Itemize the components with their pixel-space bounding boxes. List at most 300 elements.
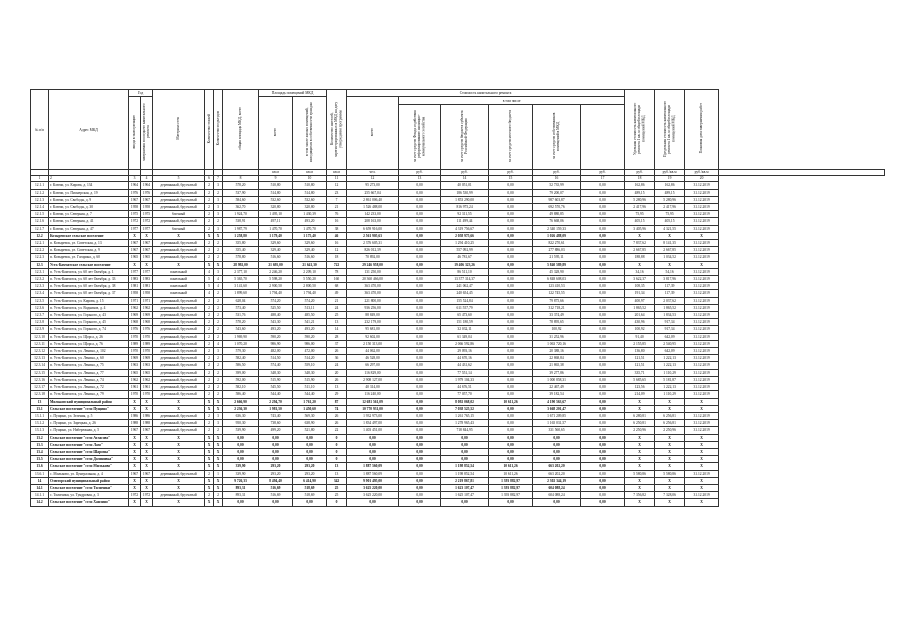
- group-row-cell: 1 175,40: [293, 232, 327, 239]
- table-row-cell: 26: [327, 348, 347, 355]
- table-row-cell: 92 311,55: [441, 211, 489, 218]
- units-row-cell: руб./кв.м: [685, 170, 719, 176]
- table-row-cell: 4 319 756,67: [441, 225, 489, 232]
- table-row-cell: 1 063 720,16: [533, 340, 581, 347]
- table-row-cell: 12.2.3: [31, 254, 49, 261]
- group-row-cell: 5 840 589,89: [533, 261, 581, 268]
- table-row-cell: деревянный, брусчатый: [153, 326, 205, 333]
- table-row-cell: 1 000 858,31: [533, 376, 581, 383]
- table-row-cell: 20 360 466,00: [347, 276, 399, 283]
- table-row-cell: 6 256,81: [655, 412, 685, 419]
- group-row-cell: 2 666,90: [223, 398, 259, 405]
- group-row-cell: X: [655, 434, 685, 441]
- table-row-cell: 1958: [129, 204, 141, 211]
- table-row-cell: 1969: [141, 312, 153, 319]
- table-row-cell: 2: [205, 254, 214, 261]
- table-row-cell: 0,00: [581, 391, 625, 398]
- table-row-cell: 37: [327, 340, 347, 347]
- group-row-cell: X: [141, 499, 153, 506]
- table-row-cell: 2: [205, 427, 214, 434]
- table-row-cell: 240 654,45: [441, 290, 489, 297]
- group-row-cell: 46: [327, 232, 347, 239]
- table-row-cell: 1 222,13: [655, 362, 685, 369]
- table-row-cell: 2: [214, 391, 223, 398]
- table-row-cell: 2: [205, 412, 214, 419]
- table-row-cell: 79 875,66: [533, 297, 581, 304]
- table-row-cell: 123 410,53: [533, 283, 581, 290]
- group-row-cell: X: [214, 456, 223, 463]
- table-row-cell: 2: [214, 304, 223, 311]
- table-row-cell: 816 975,24: [441, 204, 489, 211]
- table-row-cell: 0,00: [489, 304, 533, 311]
- table-row-cell: 636,30: [223, 412, 259, 419]
- table-row-cell: 405,15: [625, 218, 655, 225]
- table-row-cell: 7 356,82: [625, 492, 655, 499]
- table-row: [31, 304, 885, 311]
- table-row-cell: п. Усть-Камчатск, ул. Ленина, д. 72: [49, 384, 129, 391]
- header-address: Адрес МКД: [49, 90, 129, 170]
- table-row-cell: 1 403 451,00: [347, 427, 399, 434]
- table-row-cell: 1977: [141, 225, 153, 232]
- table-row-cell: 320,80: [259, 204, 293, 211]
- table-row-cell: 12.3.15: [31, 369, 49, 376]
- table-row-cell: 31.12.2019: [685, 297, 719, 304]
- table-row-cell: 0,00: [399, 340, 441, 347]
- group-row-cell: 8 494,40: [259, 477, 293, 484]
- table-row: [31, 182, 885, 189]
- table-row-cell: 2: [214, 384, 223, 391]
- group-row-cell: 0,00: [399, 484, 441, 491]
- table-row-cell: 0,00: [489, 391, 533, 398]
- table-row-cell: 0,00: [581, 240, 625, 247]
- table-row-cell: 1958: [129, 290, 141, 297]
- table-row-cell: 0,00: [581, 427, 625, 434]
- column-number-row-cell: 9: [259, 176, 293, 182]
- table-row-cell: 0,00: [489, 362, 533, 369]
- table-row-cell: 0,00: [399, 470, 441, 477]
- table-row-cell: 2 900,50: [259, 283, 293, 290]
- group-row-cell: 10 770 931,00: [347, 405, 399, 412]
- table-row-cell: 0,00: [399, 420, 441, 427]
- table-row-cell: 320,80: [293, 204, 327, 211]
- table-row-cell: 78: [327, 268, 347, 275]
- table-row-cell: 12.3.13: [31, 355, 49, 362]
- table-row-cell: 2: [214, 326, 223, 333]
- group-row-cell: 0,00: [347, 434, 399, 441]
- table-row-cell: 2: [205, 470, 214, 477]
- table-row-cell: 0,00: [399, 369, 441, 376]
- table-row-cell: 13: [327, 384, 347, 391]
- table-row-cell: 0,00: [399, 247, 441, 254]
- table-row-cell: п. Усть-Камчатск, ул. 60 лет Октября, д. 1: [49, 268, 129, 275]
- table-row-cell: 1961: [141, 384, 153, 391]
- group-row-cell: 4 190 563,67: [533, 398, 581, 405]
- group-row-cell: 1 450,60: [293, 405, 327, 412]
- table-row-cell: 13: [327, 319, 347, 326]
- table-row-cell: 13.1.3: [31, 427, 49, 434]
- group-row-cell: X: [685, 261, 719, 268]
- table-row-cell: 13.1.1: [31, 412, 49, 419]
- table-row-cell: 10 611,26: [489, 470, 533, 477]
- table-row: [31, 297, 885, 304]
- table-row-cell: 1972: [141, 492, 153, 499]
- group-row-cell: X: [214, 463, 223, 470]
- table-row-cell: 516,60: [259, 254, 293, 261]
- table-row-cell: 22 467,49: [533, 384, 581, 391]
- table-row-cell: 1962: [141, 376, 153, 383]
- group-row-cell: 0,00: [533, 448, 581, 455]
- table-row-cell: 2: [205, 355, 214, 362]
- header-residents: Количество жителей, зарегистрированных в МКД на дату утверждения программы: [327, 90, 347, 170]
- table-row-cell: 31.12.2019: [685, 182, 719, 189]
- table-row-cell: 1958: [141, 290, 153, 297]
- group-row-cell: X: [214, 398, 223, 405]
- table-row-cell: 29: [327, 391, 347, 398]
- table-row-cell: 1 430,39: [293, 211, 327, 218]
- table-row-cell: панельный: [153, 268, 205, 275]
- table-row-cell: 0,00: [581, 312, 625, 319]
- table-row-cell: 3 817,96: [655, 276, 685, 283]
- table-row: [31, 196, 885, 203]
- table-row-cell: 0,00: [581, 211, 625, 218]
- table-row-cell: 0,00: [581, 297, 625, 304]
- table-row-cell: 13.1.2: [31, 420, 49, 427]
- group-row-cell: X: [625, 448, 655, 455]
- group-row-cell: 2 236,30: [223, 405, 259, 412]
- header-area-total: всего: [259, 97, 293, 170]
- table-row-cell: 49: [327, 290, 347, 297]
- table-row-cell: 537,90: [223, 189, 259, 196]
- group-row-cell: X: [205, 456, 214, 463]
- group-row-cell: X: [214, 232, 223, 239]
- table-row-cell: 0,00: [581, 247, 625, 254]
- group-row-cell: X: [685, 398, 719, 405]
- table-row-cell: 1967: [141, 427, 153, 434]
- table-row-cell: 0,00: [489, 276, 533, 283]
- table-row-cell: 2: [214, 240, 223, 247]
- table-row-cell: 0,00: [399, 254, 441, 261]
- group-row-cell: X: [153, 441, 205, 448]
- table-row-cell: 0,00: [489, 218, 533, 225]
- group-row-cell: 0,00: [399, 441, 441, 448]
- table-row-cell: 0,00: [489, 268, 533, 275]
- table-row-cell: 0,00: [581, 420, 625, 427]
- table-row-cell: 45 328,90: [533, 268, 581, 275]
- group-row-cell: 0,00: [347, 456, 399, 463]
- table-row-cell: 513,11: [293, 304, 327, 311]
- column-number-row-cell: 17: [581, 176, 625, 182]
- table-row-cell: 538,91: [223, 218, 259, 225]
- table-row-cell: 586,40: [223, 391, 259, 398]
- table-row-cell: деревянный, брусчатый: [153, 362, 205, 369]
- table-row-cell: 18: [327, 254, 347, 261]
- column-number-row-cell: 1: [31, 176, 49, 182]
- group-row-cell: X: [153, 456, 205, 463]
- table-row-cell: 493,20: [293, 218, 327, 225]
- table-row-cell: 0,00: [581, 348, 625, 355]
- table-row-cell: 0,00: [489, 326, 533, 333]
- table-row: [31, 355, 885, 362]
- table-row-cell: 0,00: [399, 362, 441, 369]
- header-c-blank: [581, 105, 625, 170]
- table-row-cell: 22: [327, 427, 347, 434]
- group-row-cell: X: [685, 232, 719, 239]
- table-row-cell: 1963: [129, 362, 141, 369]
- table-row-cell: 590,20: [293, 333, 327, 340]
- table-row-cell: 7: [327, 196, 347, 203]
- table-row-cell: 489,15: [625, 189, 655, 196]
- table-row-cell: 31.12.2019: [685, 283, 719, 290]
- table-row-cell: 40 314,00: [347, 384, 399, 391]
- table-row-cell: 31.12.2019: [685, 427, 719, 434]
- table-row-cell: 77 551,14: [441, 369, 489, 376]
- table-row-cell: 2: [214, 376, 223, 383]
- table-row-cell: 31.12.2019: [685, 254, 719, 261]
- table-row-cell: 2 150 313,00: [347, 340, 399, 347]
- table-row-cell: 46 781,67: [441, 254, 489, 261]
- group-row-cell: 8 092 068,02: [441, 398, 489, 405]
- header-cost: Стоимость капитального ремонта: [347, 90, 625, 97]
- group-row-cell: X: [655, 261, 685, 268]
- table-row-cell: 3 141,60: [223, 283, 259, 290]
- table-row-cell: 2: [214, 369, 223, 376]
- table-row-cell: 208 163,00: [347, 218, 399, 225]
- table-row-cell: 2: [205, 189, 214, 196]
- table-row-cell: 0,00: [399, 348, 441, 355]
- table-row-cell: п. Козыревск, ул. Советская, д. 13: [49, 240, 129, 247]
- table-row-cell: 100,92: [533, 326, 581, 333]
- table-row-cell: 111 499,44: [441, 218, 489, 225]
- units-row-cell: руб.: [399, 170, 441, 176]
- table-row-cell: 3: [214, 420, 223, 427]
- table-row-cell: панельный: [153, 276, 205, 283]
- group-row-cell: 0,00: [223, 499, 259, 506]
- table-row: [31, 376, 885, 383]
- group-row-cell: X: [685, 484, 719, 491]
- table-row-cell: 0,00: [399, 240, 441, 247]
- table-row-cell: 2: [214, 290, 223, 297]
- table-row-cell: 0,00: [489, 204, 533, 211]
- table-row-cell: 0,00: [489, 254, 533, 261]
- table-row-cell: 61 349,04: [441, 333, 489, 340]
- table-row-cell: п. Козыревск, ул. Гагарина, д. 60: [49, 254, 129, 261]
- column-number-row-cell: 20: [685, 176, 719, 182]
- table-row-cell: 0,00: [489, 319, 533, 326]
- group-row-cell: Сельское поселение "село Долиновка": [49, 456, 129, 463]
- group-row-cell: X: [129, 484, 141, 491]
- table-row-cell: п. Усть-Камчатск, ул. Ленина, д. 79: [49, 391, 129, 398]
- group-row-cell: X: [205, 477, 214, 484]
- header-c-subject: за счет средств бюджета субъекта Российской Федерации: [441, 105, 489, 170]
- units-row-cell: [719, 170, 885, 176]
- group-row-cell: X: [153, 499, 205, 506]
- table-row-cell: 405,15: [655, 218, 685, 225]
- table-row-cell: 5 685,65: [625, 376, 655, 383]
- table-row-cell: 31.12.2019: [685, 196, 719, 203]
- table-row-cell: 1976: [141, 326, 153, 333]
- table-row-cell: 514,80: [259, 189, 293, 196]
- group-row-cell: X: [153, 405, 205, 412]
- table-row-cell: 3 405,96: [625, 225, 655, 232]
- table-row-cell: 31.12.2019: [685, 333, 719, 340]
- table-row-cell: 1 887 560,09: [347, 470, 399, 477]
- group-row-cell: X: [205, 434, 214, 441]
- table-row-cell: 12.3.14: [31, 362, 49, 369]
- group-row-cell: 29 246 958,00: [347, 261, 399, 268]
- group-row-cell: X: [205, 448, 214, 455]
- table-row-cell: 79 200,07: [533, 189, 581, 196]
- table-row-cell: 0,00: [489, 376, 533, 383]
- table-row-cell: 8 141,35: [655, 240, 685, 247]
- table-row-cell: 1967: [129, 196, 141, 203]
- table-row: [31, 470, 885, 477]
- table-row-cell: 0,00: [399, 384, 441, 391]
- table-row-cell: 331 560,65: [533, 427, 581, 434]
- table-row-cell: 0,00: [399, 312, 441, 319]
- table-row-cell: 88 849,00: [347, 312, 399, 319]
- group-row-cell: X: [625, 434, 655, 441]
- table-row-cell: 511,10: [293, 384, 327, 391]
- group-row-cell: X: [685, 441, 719, 448]
- table-row-cell: 5 181,87: [655, 376, 685, 383]
- table-row-cell: 743,40: [259, 412, 293, 419]
- table-row-cell: 4: [205, 268, 214, 275]
- table-row-cell: 362,70: [223, 204, 259, 211]
- group-row-cell: X: [205, 261, 214, 268]
- table-row-cell: 155 524,84: [441, 297, 489, 304]
- column-number-row-cell: 4: [141, 176, 153, 182]
- header-year-reconstr: завершения последнего капитального ремонта: [141, 97, 153, 170]
- table-row: [31, 420, 885, 427]
- table-row-cell: 0,00: [489, 427, 533, 434]
- table-row-cell: 7 837,62: [625, 240, 655, 247]
- table-row-cell: 4: [214, 340, 223, 347]
- table-row-cell: 1967: [141, 247, 153, 254]
- table-row-cell: 363 470,00: [347, 290, 399, 297]
- table-row-cell: 557 092,99: [441, 247, 489, 254]
- table-row-cell: 1988: [129, 420, 141, 427]
- table-row-cell: 543,60: [223, 326, 259, 333]
- table-row-cell: деревянный, брусчатый: [153, 333, 205, 340]
- group-row-cell: 13.6: [31, 463, 49, 470]
- group-row-cell: 0,00: [581, 499, 625, 506]
- table-row-cell: 21: [327, 297, 347, 304]
- table-row-cell: 2 209,10: [293, 268, 327, 275]
- table-row-cell: 1 470,70: [293, 225, 327, 232]
- table-row-cell: 12.3.11: [31, 340, 49, 347]
- group-row: [31, 484, 885, 491]
- table-row-cell: 12.3.12: [31, 348, 49, 355]
- table-row: [31, 240, 885, 247]
- group-row-cell: X: [625, 232, 655, 239]
- group-row-cell: 1 623 107,47: [441, 484, 489, 491]
- group-row-cell: 0,00: [223, 434, 259, 441]
- table-row: [31, 204, 885, 211]
- group-row-cell: 0: [327, 448, 347, 455]
- table-row-cell: 12.2.2: [31, 247, 49, 254]
- table-row-cell: 121,51: [625, 355, 655, 362]
- table-row-cell: 590,20: [259, 333, 293, 340]
- table-row: [31, 340, 885, 347]
- group-row: [31, 448, 885, 455]
- table-row-cell: 0,00: [581, 276, 625, 283]
- table-row-cell: 1976: [141, 189, 153, 196]
- table-row-cell: 39 277,86: [533, 369, 581, 376]
- table-row-cell: 1986: [141, 412, 153, 419]
- table-row-cell: 0,00: [489, 290, 533, 297]
- table-row-cell: 31.12.2019: [685, 290, 719, 297]
- table-row-cell: деревянный, брусчатый: [153, 182, 205, 189]
- table-row-cell: с. Тиличики, ул. Тундровая, д. 3: [49, 492, 129, 499]
- table-row-cell: 1965: [141, 254, 153, 261]
- table-row-cell: 638,90: [293, 420, 327, 427]
- group-row-cell: 3 668 201,47: [533, 405, 581, 412]
- table-row-cell: 3: [214, 196, 223, 203]
- header-cost-total: всего: [347, 97, 399, 170]
- table-row-cell: 2: [205, 204, 214, 211]
- table-row-cell: 20: [327, 369, 347, 376]
- table-row-cell: 2: [205, 312, 214, 319]
- group-row-cell: X: [685, 499, 719, 506]
- group-row-cell: 0,00: [441, 434, 489, 441]
- group-row-cell: 21 641,30: [293, 261, 327, 268]
- table-row-cell: 1977: [129, 268, 141, 275]
- table-row-cell: 293,20: [293, 470, 327, 477]
- table-row-cell: 75,95: [655, 211, 685, 218]
- table-row-cell: 6 659 916,00: [347, 225, 399, 232]
- table-row-cell: деревянный, брусчатый: [153, 312, 205, 319]
- group-row-cell: X: [655, 456, 685, 463]
- table-row-cell: 1977: [129, 225, 141, 232]
- group-row-cell: 12.3: [31, 261, 49, 268]
- table-row-cell: г. Ключи, ул. Свободы, д. 9: [49, 196, 129, 203]
- table-row-cell: 2 250,96: [655, 427, 685, 434]
- table-row-cell: 1971: [141, 297, 153, 304]
- table-row-cell: 24: [327, 362, 347, 369]
- table-row-cell: 2: [214, 355, 223, 362]
- table-row-cell: 2 667,85: [655, 247, 685, 254]
- table-row-cell: 0,00: [489, 348, 533, 355]
- group-row-cell: 1 198 852,54: [441, 463, 489, 470]
- table-row-cell: 0,00: [581, 218, 625, 225]
- group-row-cell: X: [655, 477, 685, 484]
- table-row-cell: 1970: [141, 348, 153, 355]
- table-row: [31, 369, 885, 376]
- table-row-cell: 335,71: [625, 369, 655, 376]
- table-row-cell: 2: [205, 319, 214, 326]
- table-row-cell: 0,00: [489, 420, 533, 427]
- group-row-cell: X: [625, 477, 655, 484]
- group-row-cell: 0,00: [581, 456, 625, 463]
- group-row-cell: 722: [327, 261, 347, 268]
- group-row-cell: Мильковский муниципальный район: [49, 398, 129, 405]
- units-row-cell: руб.: [533, 170, 581, 176]
- table-row-cell: 16: [327, 218, 347, 225]
- table-row-cell: 1970: [141, 333, 153, 340]
- group-row-cell: X: [685, 463, 719, 470]
- group-row-cell: X: [129, 261, 141, 268]
- table-row-cell: 0,00: [399, 304, 441, 311]
- table-row: [31, 218, 885, 225]
- group-row-cell: 13: [327, 463, 347, 470]
- table-row-cell: 515,90: [259, 376, 293, 383]
- table-row-cell: 33 374,49: [533, 312, 581, 319]
- table-row-cell: 1 495,10: [259, 211, 293, 218]
- group-row-cell: X: [153, 463, 205, 470]
- group-row-cell: 0,00: [223, 456, 259, 463]
- table-row-cell: 893,31: [223, 492, 259, 499]
- group-row-cell: X: [214, 477, 223, 484]
